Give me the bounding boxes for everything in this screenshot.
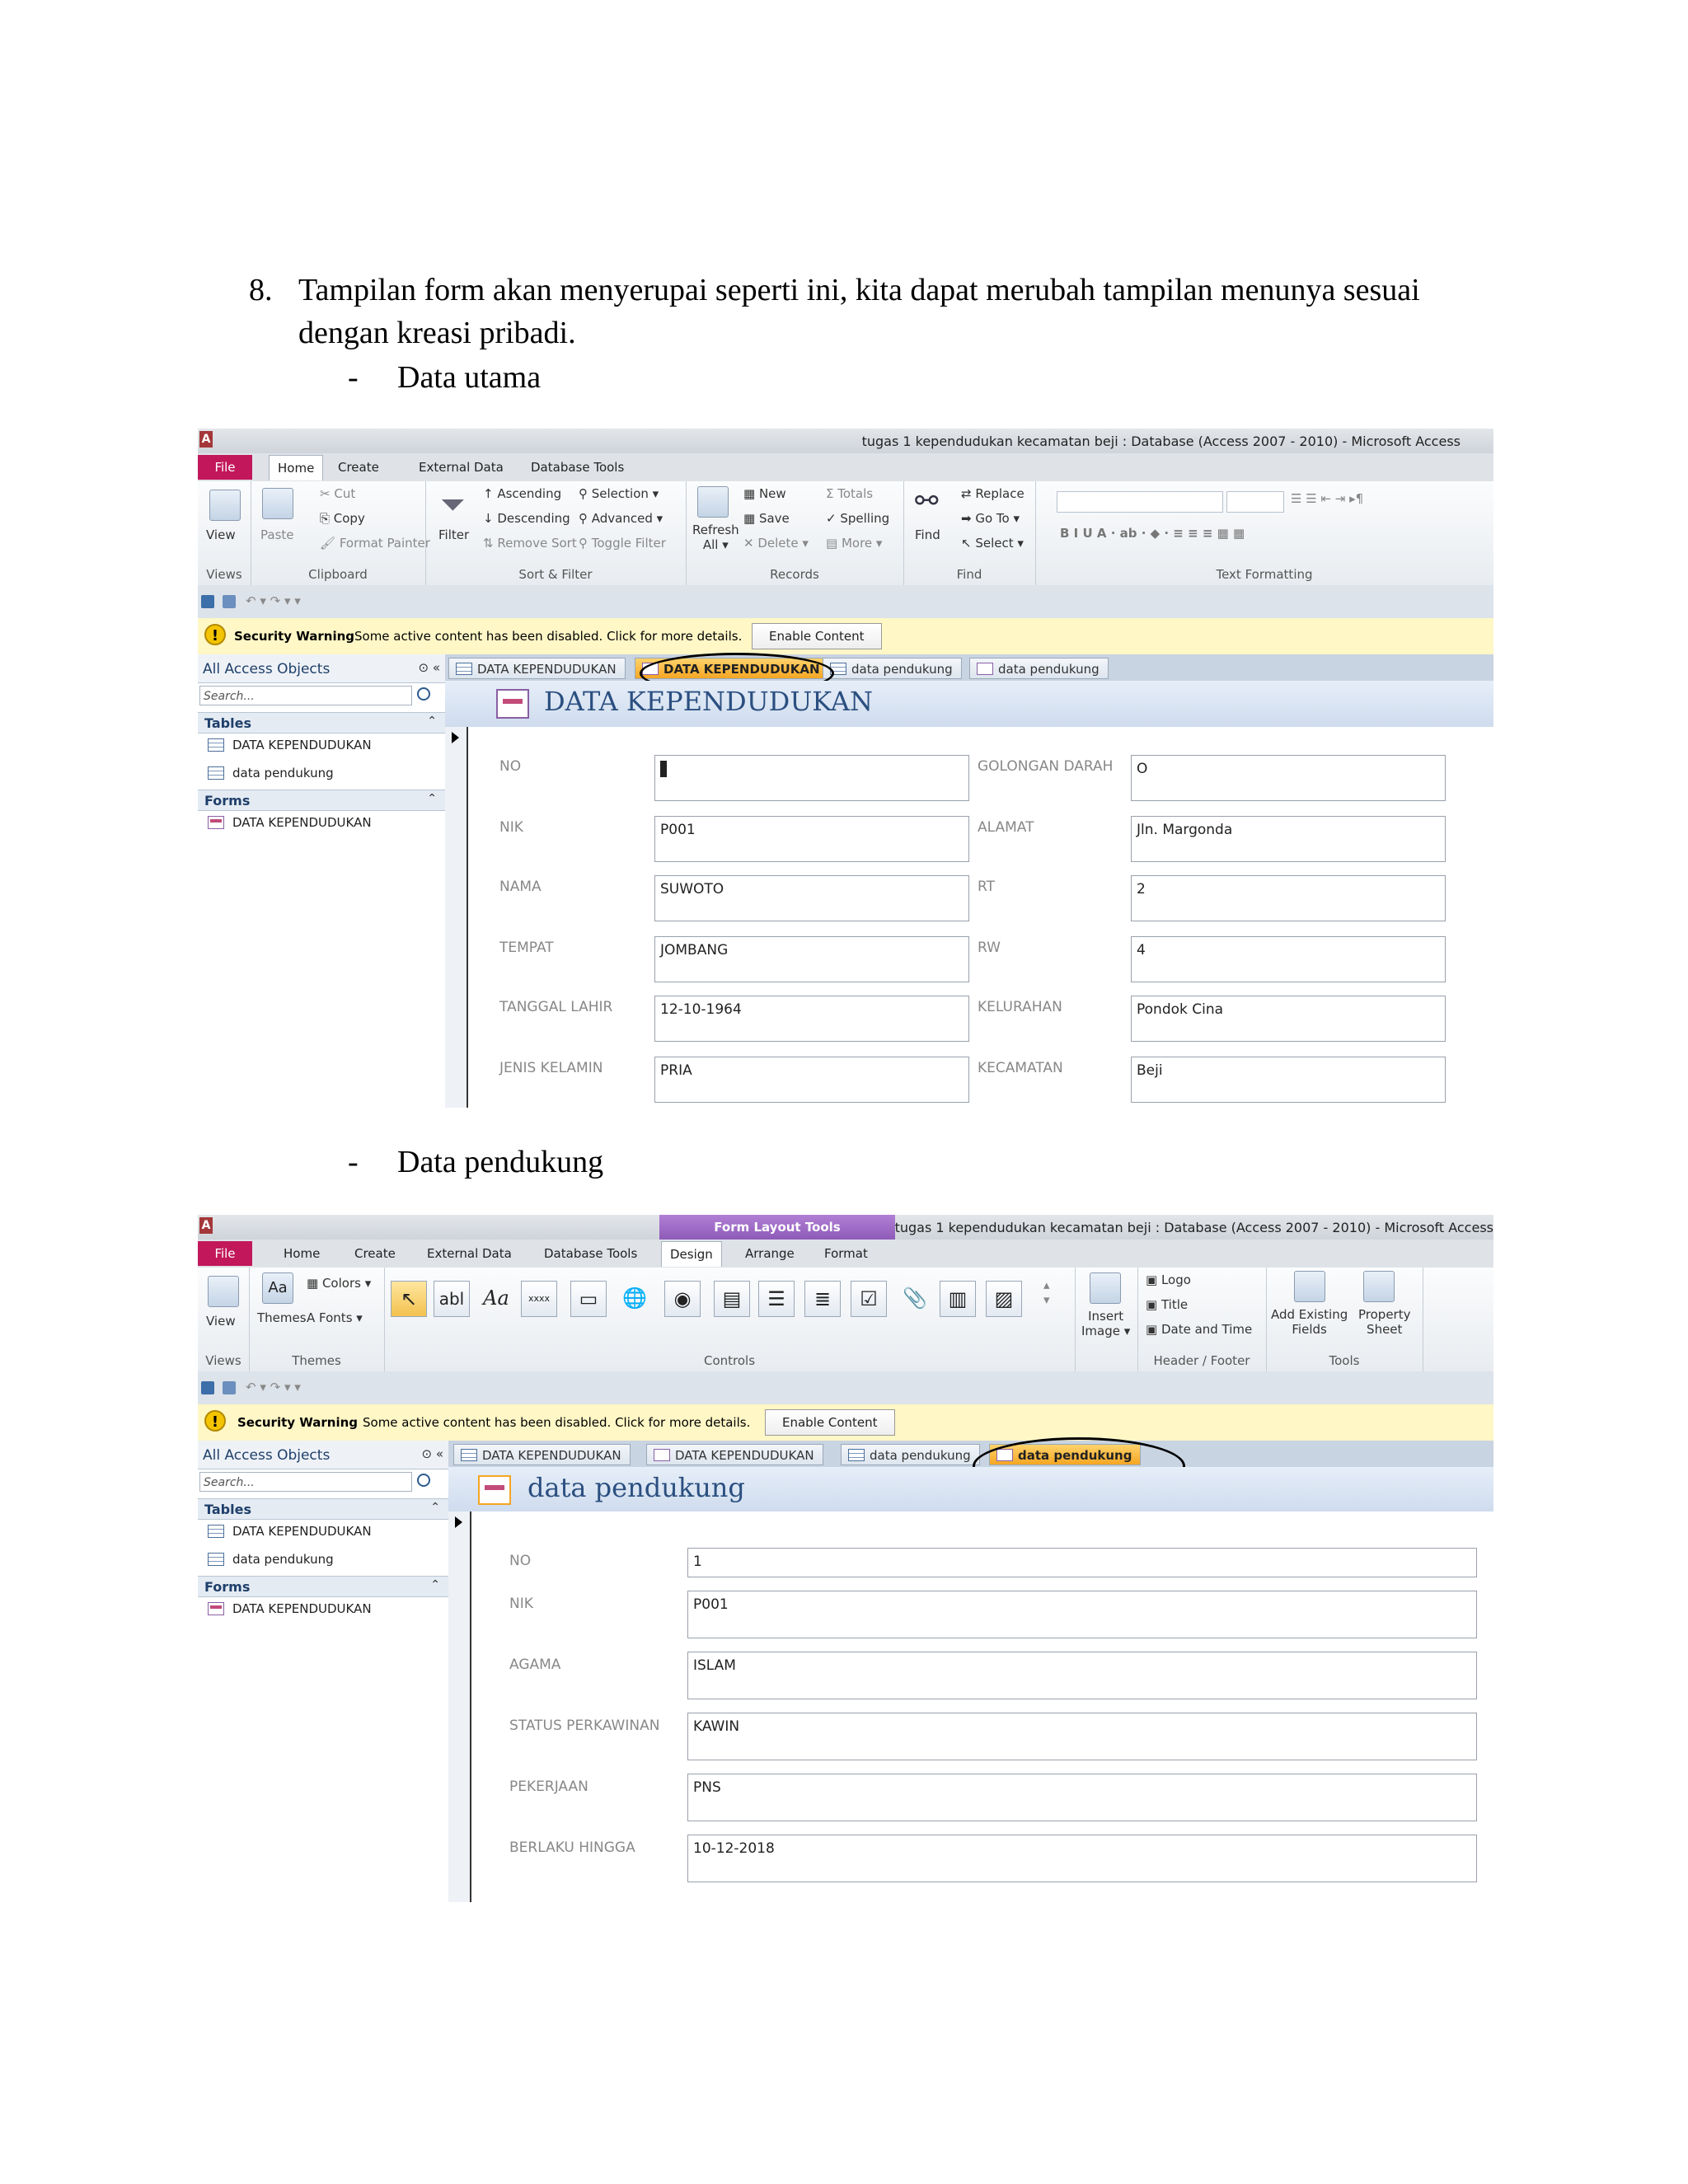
doc-tab-label: DATA KEPENDUDUKAN: [663, 662, 820, 677]
nav-collapse-icon[interactable]: ⊙ «: [421, 1446, 443, 1461]
save-icon[interactable]: [201, 1381, 214, 1394]
field-label: JENIS KELAMIN: [499, 1060, 603, 1076]
group-header-footer: [1137, 1268, 1267, 1371]
document-tabs: [448, 1441, 1493, 1468]
collapse-icon[interactable]: ⌃: [430, 1578, 440, 1591]
save-icon[interactable]: [201, 595, 214, 608]
group-label: Header / Footer: [1153, 1353, 1250, 1368]
field-label: NAMA: [499, 879, 542, 895]
field-input[interactable]: PRIA: [654, 1057, 969, 1103]
property-line1: Property: [1358, 1307, 1411, 1322]
security-warning-bar: [198, 1404, 1493, 1441]
group-clipboard: [251, 481, 430, 585]
title-bar: [198, 429, 1493, 453]
quick-access-toolbar: [198, 585, 1493, 619]
tab-create[interactable]: Create: [338, 460, 379, 475]
field-input[interactable]: SUWOTO: [654, 875, 969, 921]
totals-label: Totals: [837, 486, 874, 501]
group-views: [198, 1268, 250, 1371]
nav-search-input[interactable]: Search...: [199, 1472, 412, 1492]
subform-icon[interactable]: ▥: [940, 1281, 976, 1317]
date-time-button[interactable]: ▣ Date and Time: [1146, 1322, 1253, 1337]
enable-content-button[interactable]: Enable Content: [752, 623, 882, 649]
field-label: RT: [978, 879, 995, 895]
doc-tab-label: data pendukung: [998, 662, 1100, 677]
form-header: [445, 681, 1493, 727]
tab-database-tools[interactable]: Database Tools: [531, 460, 625, 475]
nav-item-table[interactable]: [204, 1520, 448, 1544]
advanced-button[interactable]: ⚲ Advanced ▾: [579, 511, 663, 526]
nav-collapse-icon[interactable]: ⊙ «: [418, 660, 440, 675]
textbox-control-icon[interactable]: abl: [434, 1281, 470, 1317]
form-header: [448, 1467, 1493, 1511]
title-button[interactable]: ▣ Title: [1146, 1297, 1189, 1312]
attachment-icon[interactable]: 📎: [903, 1286, 927, 1310]
form-icon: [496, 689, 529, 719]
table-icon: [461, 1449, 477, 1461]
group-label: Tools: [1329, 1353, 1360, 1368]
ribbon: [198, 1268, 1493, 1372]
nav-item-table[interactable]: [204, 762, 445, 786]
group-views: [198, 481, 251, 585]
intro-line-2: dengan kreasi pribadi.: [298, 316, 576, 350]
font-name-dropdown[interactable]: [1057, 491, 1223, 513]
group-records: [686, 481, 904, 585]
field-input[interactable]: 4: [1131, 936, 1446, 982]
insert-image-icon[interactable]: [1090, 1272, 1121, 1304]
remove-sort-label: Remove Sort: [497, 536, 577, 551]
record-selector[interactable]: [448, 1511, 471, 1902]
doc-tab-label: data pendukung: [851, 662, 953, 677]
binoculars-icon[interactable]: ⚯: [915, 485, 939, 518]
field-input[interactable]: 12-10-1964: [654, 996, 969, 1042]
nav-item-label: data pendukung: [232, 766, 334, 780]
field-input[interactable]: Beji: [1131, 1057, 1446, 1103]
field-input[interactable]: [654, 755, 969, 801]
tables-header: Tables: [204, 1502, 251, 1517]
group-label: Clipboard: [308, 567, 368, 582]
tab-home[interactable]: Home: [284, 1246, 321, 1261]
security-warning-message[interactable]: Some active content has been disabled. Click for more details.: [354, 629, 743, 644]
property-sheet-button[interactable]: [1358, 1307, 1410, 1337]
nav-item-label: DATA KEPENDUDUKAN: [232, 738, 372, 752]
ribbon-tabs: [198, 1240, 1493, 1268]
title-bar: [198, 1215, 1493, 1240]
collapse-icon[interactable]: ⌃: [430, 1501, 440, 1514]
field-label: RW: [978, 940, 1001, 956]
field-input[interactable]: 1: [687, 1548, 1477, 1577]
doc-tab[interactable]: [969, 658, 1109, 679]
nav-item-table[interactable]: [204, 733, 445, 758]
tab-create[interactable]: Create: [354, 1246, 396, 1261]
tab-external-data[interactable]: External Data: [419, 460, 504, 475]
forms-header: Forms: [204, 1579, 251, 1595]
combo-box-icon[interactable]: ☰: [758, 1281, 795, 1317]
group-label: Records: [770, 567, 819, 582]
goto-label: Go To: [975, 511, 1010, 526]
collapse-icon[interactable]: ⌃: [427, 715, 437, 728]
field-label: PEKERJAAN: [509, 1779, 588, 1795]
doc-tab[interactable]: [646, 1444, 823, 1465]
paste-icon[interactable]: [262, 488, 293, 519]
object-icon[interactable]: [223, 595, 236, 608]
date-time-label: Date and Time: [1160, 1322, 1253, 1337]
cut-button[interactable]: ✂ Cut: [320, 486, 356, 501]
select-label: Select: [975, 536, 1014, 551]
nav-item-label: DATA KEPENDUDUKAN: [232, 1524, 372, 1539]
form-icon: [478, 1475, 511, 1505]
doc-tab[interactable]: [448, 658, 626, 679]
tab-home[interactable]: Home: [269, 455, 323, 480]
navigation-pane: [198, 1441, 449, 1902]
collapse-icon[interactable]: ⌃: [427, 792, 437, 805]
more-label: More: [841, 536, 873, 551]
group-insert-image: [1075, 1268, 1138, 1371]
nav-item-form[interactable]: [204, 1597, 448, 1622]
replace-label: Replace: [975, 486, 1025, 501]
doc-tab[interactable]: [823, 658, 962, 679]
field-label: NIK: [509, 1596, 533, 1612]
property-line2: Sheet: [1367, 1322, 1403, 1337]
cut-label: Cut: [334, 486, 356, 501]
nav-item-table[interactable]: [204, 1548, 448, 1572]
advanced-label: Advanced: [591, 511, 653, 526]
totals-button[interactable]: Σ Totals: [826, 486, 874, 501]
search-icon[interactable]: [417, 687, 430, 701]
text-cursor: [660, 761, 667, 777]
view-button[interactable]: View: [206, 1314, 236, 1329]
ribbon-tabs: [198, 453, 1493, 482]
access-logo-icon: A: [199, 431, 213, 448]
table-icon: [208, 1553, 224, 1566]
save-label: Save: [758, 511, 790, 526]
search-icon[interactable]: [417, 1474, 430, 1487]
fonts-button[interactable]: A Fonts ▾: [307, 1310, 363, 1325]
field-input[interactable]: O: [1131, 755, 1446, 801]
replace-button[interactable]: ⇄ Replace: [961, 486, 1025, 501]
hyperlink-globe-icon[interactable]: 🌐: [622, 1286, 647, 1310]
group-label: Text Formatting: [1216, 567, 1313, 582]
context-tab-form-layout-tools: Form Layout Tools: [659, 1215, 895, 1240]
nav-section-tables[interactable]: [198, 1498, 448, 1520]
filter-icon[interactable]: ⏷: [440, 486, 466, 523]
window-title: tugas 1 kependudukan kecamatan beji : Database (Access 2007 - 2010) - Microsoft Access: [861, 434, 1461, 449]
form-icon: [654, 1449, 670, 1461]
table-icon: [456, 663, 472, 675]
controls-scroll-icon[interactable]: ▴ ▾: [1043, 1277, 1050, 1307]
field-label: NO: [509, 1553, 532, 1569]
select-button[interactable]: ↖ Select ▾: [961, 536, 1024, 551]
more-button[interactable]: ▤ More ▾: [826, 536, 883, 551]
group-controls: [384, 1268, 1076, 1371]
quick-access-toolbar: [198, 1371, 1493, 1405]
new-record-button[interactable]: ▦ New: [743, 486, 786, 501]
bullet-data-pendukung: Data pendukung: [397, 1145, 604, 1179]
navigation-control-icon[interactable]: ▤: [714, 1281, 750, 1317]
format-painter-label: Format Painter: [339, 536, 430, 551]
group-label: Controls: [703, 1353, 756, 1368]
field-label: TEMPAT: [499, 940, 554, 956]
field-input[interactable]: KAWIN: [687, 1713, 1477, 1760]
bullet-dash: -: [348, 360, 359, 395]
new-label: New: [758, 486, 786, 501]
document-tabs: [445, 654, 1493, 682]
table-icon: [208, 766, 224, 780]
view-icon[interactable]: [209, 490, 241, 521]
security-warning-title: Security Warning: [234, 629, 355, 644]
image-control-icon[interactable]: ▨: [986, 1281, 1022, 1317]
record-arrow-icon: [452, 732, 459, 743]
nav-header[interactable]: [198, 1441, 448, 1469]
group-label: Themes: [292, 1353, 341, 1368]
intro-line-1: Tampilan form akan menyerupai seperti ini, kita dapat merubah tampilan menunya sesuai: [298, 273, 1420, 307]
access-logo-icon: A: [199, 1217, 213, 1234]
security-warning-bar: [198, 618, 1493, 655]
tab-external-data[interactable]: External Data: [427, 1246, 512, 1261]
nav-title: All Access Objects: [203, 1447, 331, 1464]
group-label: Views: [206, 567, 242, 582]
nav-title: All Access Objects: [203, 661, 331, 677]
field-label: KECAMATAN: [978, 1060, 1063, 1076]
security-warning-title: Security Warning: [237, 1415, 359, 1430]
add-existing-fields-icon[interactable]: [1294, 1271, 1325, 1302]
nav-item-form[interactable]: [204, 811, 445, 836]
field-input[interactable]: Pondok Cina: [1131, 996, 1446, 1042]
field-label: BERLAKU HINGGA: [509, 1840, 635, 1856]
refresh-label: Refresh: [692, 523, 739, 537]
group-label: Views: [205, 1353, 241, 1368]
nav-item-label: DATA KEPENDUDUKAN: [232, 815, 372, 830]
title-label: Title: [1160, 1297, 1189, 1312]
field-input[interactable]: Jln. Margonda: [1131, 816, 1446, 862]
nav-header[interactable]: [198, 654, 445, 683]
copy-label: Copy: [333, 511, 365, 526]
field-label: KELURAHAN: [978, 999, 1062, 1015]
doc-tab-label: DATA KEPENDUDUKAN: [482, 1448, 621, 1463]
ribbon: [198, 481, 1493, 586]
doc-tab-label: DATA KEPENDUDUKAN: [477, 662, 617, 677]
view-button[interactable]: View: [206, 527, 236, 542]
selection-label: Selection: [591, 486, 649, 501]
field-label: NO: [499, 758, 522, 775]
group-find: [903, 481, 1036, 585]
logo-button[interactable]: ▣ Logo: [1146, 1272, 1191, 1287]
tab-arrange[interactable]: Arrange: [745, 1246, 795, 1261]
form-icon: [208, 816, 224, 829]
tab-format[interactable]: Format: [824, 1246, 868, 1261]
list-indent-icons[interactable]: ☰ ☰ ⇤ ⇥ ▸¶: [1291, 491, 1364, 506]
group-themes: [249, 1268, 385, 1371]
field-label: AGAMA: [509, 1657, 561, 1673]
form-title: data pendukung: [528, 1472, 745, 1503]
group-label: Sort & Filter: [518, 567, 593, 582]
select-pointer-icon[interactable]: ↖: [391, 1281, 427, 1317]
format-painter-button[interactable]: 🖌 Format Painter: [320, 536, 430, 551]
field-input[interactable]: 10-12-2018: [687, 1835, 1477, 1882]
field-input[interactable]: PNS: [687, 1774, 1477, 1821]
tab-control-icon[interactable]: ▭: [570, 1281, 607, 1317]
doc-tab-label: data pendukung: [1018, 1448, 1132, 1463]
list-box-icon[interactable]: ≣: [804, 1281, 841, 1317]
nav-item-label: data pendukung: [232, 1552, 334, 1567]
table-icon: [208, 1525, 224, 1538]
item-number: 8.: [249, 273, 273, 307]
doc-tab-label: DATA KEPENDUDUKAN: [675, 1448, 814, 1463]
ascending-button[interactable]: ↑ Ascending: [483, 486, 562, 501]
save-record-button[interactable]: ▦ Save: [743, 511, 790, 526]
table-icon: [848, 1449, 865, 1461]
spelling-button[interactable]: ✓ Spelling: [826, 511, 890, 526]
web-browser-icon[interactable]: ◉: [664, 1281, 701, 1317]
filter-button[interactable]: Filter: [438, 527, 470, 542]
refresh-icon[interactable]: [697, 486, 729, 518]
colors-label: Colors: [321, 1276, 361, 1291]
delete-record-button[interactable]: ✕ Delete ▾: [743, 536, 809, 551]
field-label: NIK: [499, 819, 523, 836]
fonts-label: Fonts: [319, 1310, 353, 1325]
table-icon: [208, 738, 224, 752]
insert-image-line2: Image: [1081, 1324, 1120, 1338]
bold-italic-underline-icons[interactable]: B I U A · ab · ◆ · ≡ ≡ ≡ ▦ ▦: [1060, 526, 1245, 541]
colors-button[interactable]: ▦ Colors ▾: [307, 1276, 372, 1291]
group-label: Find: [956, 567, 982, 582]
enable-content-button[interactable]: Enable Content: [765, 1409, 895, 1436]
security-warning-message[interactable]: Some active content has been disabled. Click for more details.: [363, 1415, 751, 1430]
group-tools: [1266, 1268, 1423, 1371]
toggle-filter-button[interactable]: ⚲ Toggle Filter: [579, 536, 666, 551]
tab-file[interactable]: File: [198, 1241, 252, 1266]
form-icon: [208, 1602, 224, 1615]
refresh-all-label: All: [702, 537, 719, 552]
field-input[interactable]: P001: [654, 816, 969, 862]
add-existing-line2: Fields: [1292, 1322, 1327, 1337]
descending-button[interactable]: ↓ Descending: [483, 511, 570, 526]
object-icon[interactable]: [223, 1381, 236, 1394]
field-input[interactable]: 2: [1131, 875, 1446, 921]
field-label: STATUS PERKAWINAN: [509, 1718, 660, 1734]
doc-tab[interactable]: [841, 1444, 980, 1465]
refresh-button[interactable]: Refresh All ▾: [692, 523, 739, 552]
nav-section-forms[interactable]: [198, 790, 445, 811]
ascending-label: Ascending: [497, 486, 562, 501]
field-label: TANGGAL LAHIR: [499, 999, 613, 1015]
bullet-data-utama: Data utama: [397, 360, 542, 395]
tab-file[interactable]: File: [198, 455, 252, 480]
delete-label: Delete: [757, 536, 799, 551]
screenshot-data-utama: [198, 429, 1493, 1108]
group-text-formatting: [1035, 481, 1493, 585]
font-size-dropdown[interactable]: [1226, 491, 1284, 513]
warning-icon: !: [204, 1410, 226, 1432]
insert-image-button[interactable]: Insert Image ▾: [1081, 1309, 1131, 1338]
nav-search-input[interactable]: Search...: [199, 686, 412, 705]
navigation-pane: [198, 654, 446, 1108]
field-label: ALAMAT: [978, 819, 1034, 836]
nav-item-label: DATA KEPENDUDUKAN: [232, 1601, 372, 1616]
field-input[interactable]: ISLAM: [687, 1652, 1477, 1699]
warning-icon: !: [204, 624, 226, 645]
add-existing-line1: Add Existing: [1271, 1307, 1348, 1322]
copy-button[interactable]: ⎘ Copy: [320, 511, 365, 526]
add-existing-fields-button[interactable]: [1271, 1307, 1348, 1337]
checkbox-control-icon[interactable]: ☑: [851, 1281, 887, 1317]
doc-tab[interactable]: [453, 1444, 631, 1465]
form-icon: [977, 663, 993, 675]
find-button[interactable]: Find: [915, 527, 940, 542]
paste-button[interactable]: Paste: [260, 527, 294, 542]
undo-redo-icons[interactable]: ↶ ▾ ↷ ▾ ▾: [246, 1380, 301, 1394]
view-icon[interactable]: [208, 1276, 239, 1307]
insert-image-line1: Insert: [1088, 1309, 1124, 1324]
themes-icon[interactable]: Aa: [262, 1272, 293, 1304]
window-title: tugas 1 kependudukan kecamatan beji : Database (Access 2007 - 2010) - Microsoft Access: [894, 1220, 1493, 1235]
goto-button[interactable]: ➡ Go To ▾: [961, 511, 1020, 526]
logo-label: Logo: [1160, 1272, 1191, 1287]
tab-design[interactable]: Design: [661, 1241, 722, 1267]
group-sort-filter: [425, 481, 687, 585]
screenshot-data-pendukung: [198, 1215, 1493, 1902]
nav-section-forms[interactable]: [198, 1576, 448, 1597]
selection-button[interactable]: ⚲ Selection ▾: [579, 486, 659, 501]
themes-button[interactable]: Themes: [257, 1310, 307, 1325]
nav-section-tables[interactable]: [198, 712, 445, 733]
property-sheet-icon[interactable]: [1363, 1271, 1395, 1302]
undo-redo-icons[interactable]: ↶ ▾ ↷ ▾ ▾: [246, 593, 301, 608]
form-title: DATA KEPENDUDUKAN: [544, 686, 874, 717]
toggle-filter-label: Toggle Filter: [591, 536, 666, 551]
remove-sort-button[interactable]: ⇅ Remove Sort: [483, 536, 577, 551]
label-control-icon[interactable]: Aa: [483, 1286, 509, 1310]
tab-database-tools[interactable]: Database Tools: [544, 1246, 638, 1261]
button-control-icon[interactable]: xxxx: [521, 1281, 557, 1317]
bullet-dash: -: [348, 1145, 359, 1179]
field-input[interactable]: JOMBANG: [654, 936, 969, 982]
record-selector[interactable]: [445, 727, 468, 1108]
field-label: GOLONGAN DARAH: [978, 758, 1114, 775]
record-arrow-icon: [455, 1516, 462, 1528]
spelling-label: Spelling: [840, 511, 890, 526]
doc-tab-label: data pendukung: [870, 1448, 971, 1463]
descending-label: Descending: [497, 511, 570, 526]
field-input[interactable]: P001: [687, 1591, 1477, 1638]
forms-header: Forms: [204, 793, 251, 808]
tables-header: Tables: [204, 715, 251, 731]
